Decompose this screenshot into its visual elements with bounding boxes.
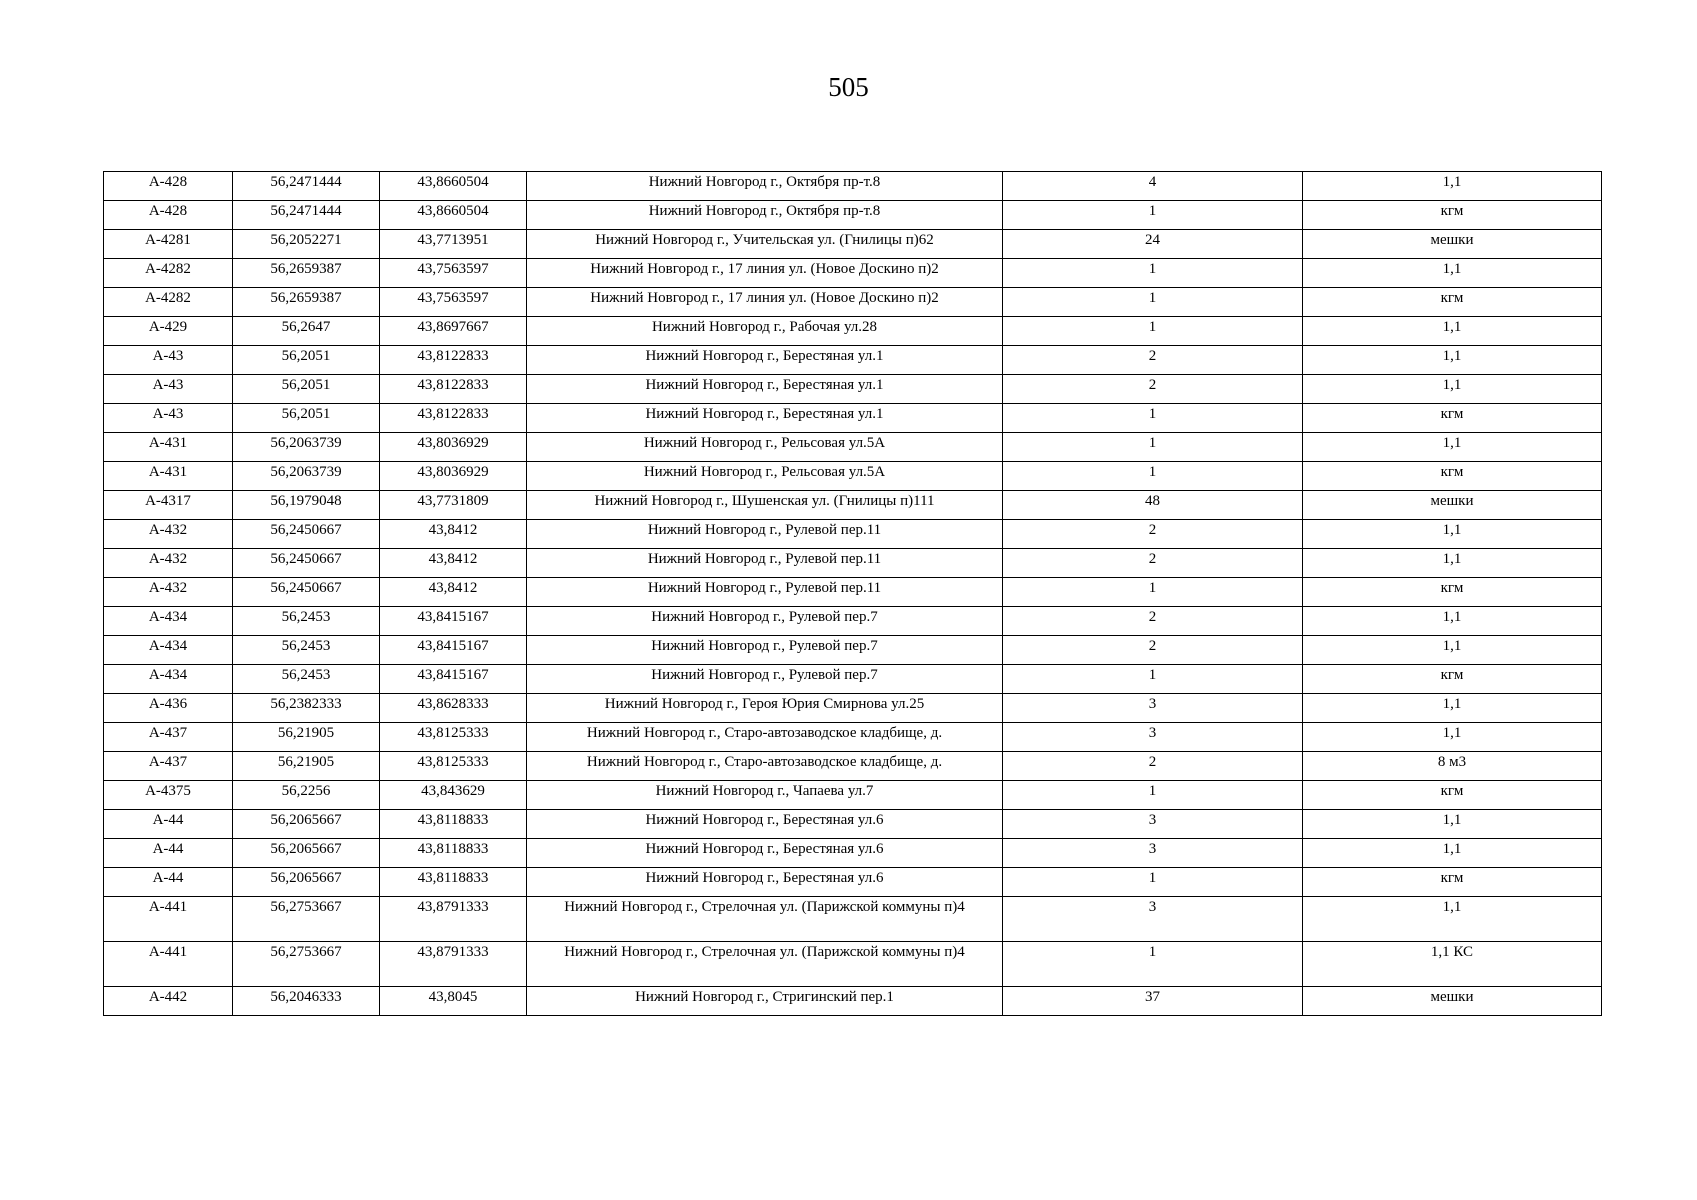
latitude-cell: 56,2065667	[233, 839, 380, 868]
quantity-cell: 1	[1003, 868, 1303, 897]
latitude-cell: 56,2065667	[233, 868, 380, 897]
quantity-cell: 4	[1003, 172, 1303, 201]
site-id-cell: А-434	[104, 665, 233, 694]
quantity-cell: 24	[1003, 230, 1303, 259]
site-id-cell: А-437	[104, 752, 233, 781]
container-type-cell: кгм	[1303, 781, 1602, 810]
address-cell: Нижний Новгород г., Берестяная ул.1	[527, 375, 1003, 404]
site-id-cell: А-432	[104, 549, 233, 578]
longitude-cell: 43,843629	[380, 781, 527, 810]
table-row	[104, 723, 1602, 752]
site-id-cell: А-4282	[104, 259, 233, 288]
latitude-cell: 56,2453	[233, 607, 380, 636]
site-id-cell: А-434	[104, 607, 233, 636]
quantity-cell: 48	[1003, 491, 1303, 520]
site-id-cell: А-4281	[104, 230, 233, 259]
latitude-cell: 56,2659387	[233, 288, 380, 317]
table-row	[104, 172, 1602, 201]
site-id-cell: А-43	[104, 404, 233, 433]
longitude-cell: 43,8045	[380, 987, 527, 1016]
site-id-cell: А-4317	[104, 491, 233, 520]
table-row	[104, 549, 1602, 578]
table-row	[104, 491, 1602, 520]
table-row	[104, 942, 1602, 987]
longitude-cell: 43,8036929	[380, 433, 527, 462]
container-type-cell: 1,1	[1303, 317, 1602, 346]
longitude-cell: 43,8118833	[380, 839, 527, 868]
container-type-cell: 1,1	[1303, 346, 1602, 375]
address-cell: Нижний Новгород г., Берестяная ул.1	[527, 404, 1003, 433]
container-type-cell: кгм	[1303, 288, 1602, 317]
latitude-cell: 56,2659387	[233, 259, 380, 288]
quantity-cell: 3	[1003, 810, 1303, 839]
quantity-cell: 1	[1003, 288, 1303, 317]
container-type-cell: мешки	[1303, 987, 1602, 1016]
quantity-cell: 2	[1003, 375, 1303, 404]
table-body	[104, 172, 1602, 1016]
container-type-cell: кгм	[1303, 665, 1602, 694]
quantity-cell: 3	[1003, 839, 1303, 868]
site-id-cell: А-429	[104, 317, 233, 346]
address-cell: Нижний Новгород г., 17 линия ул. (Новое Доскино п)2	[527, 288, 1003, 317]
table-row	[104, 897, 1602, 942]
address-cell: Нижний Новгород г., Рулевой пер.11	[527, 549, 1003, 578]
quantity-cell: 1	[1003, 404, 1303, 433]
table-row	[104, 636, 1602, 665]
table-row	[104, 520, 1602, 549]
site-id-cell: А-4282	[104, 288, 233, 317]
quantity-cell: 1	[1003, 201, 1303, 230]
quantity-cell: 3	[1003, 723, 1303, 752]
site-id-cell: А-44	[104, 839, 233, 868]
address-cell: Нижний Новгород г., Шушенская ул. (Гнилицы п)111	[527, 491, 1003, 520]
latitude-cell: 56,21905	[233, 752, 380, 781]
table-row	[104, 230, 1602, 259]
site-id-cell: А-442	[104, 987, 233, 1016]
longitude-cell: 43,7731809	[380, 491, 527, 520]
latitude-cell: 56,2753667	[233, 897, 380, 942]
latitude-cell: 56,2051	[233, 404, 380, 433]
address-cell: Нижний Новгород г., Рулевой пер.7	[527, 636, 1003, 665]
container-type-cell: кгм	[1303, 462, 1602, 491]
table-row	[104, 665, 1602, 694]
site-id-cell: А-428	[104, 172, 233, 201]
container-type-cell: 1,1	[1303, 549, 1602, 578]
container-type-cell: 1,1	[1303, 172, 1602, 201]
quantity-cell: 1	[1003, 578, 1303, 607]
table-row	[104, 578, 1602, 607]
latitude-cell: 56,2382333	[233, 694, 380, 723]
longitude-cell: 43,8697667	[380, 317, 527, 346]
page-number: 505	[828, 72, 869, 102]
longitude-cell: 43,8412	[380, 549, 527, 578]
address-cell: Нижний Новгород г., Старо-автозаводское кладбище, д.	[527, 752, 1003, 781]
address-cell: Нижний Новгород г., Берестяная ул.6	[527, 868, 1003, 897]
quantity-cell: 37	[1003, 987, 1303, 1016]
container-type-cell: 1,1	[1303, 636, 1602, 665]
longitude-cell: 43,8122833	[380, 375, 527, 404]
quantity-cell: 2	[1003, 607, 1303, 636]
quantity-cell: 2	[1003, 346, 1303, 375]
table-row	[104, 288, 1602, 317]
site-id-cell: А-432	[104, 578, 233, 607]
address-cell: Нижний Новгород г., Рельсовая ул.5А	[527, 462, 1003, 491]
address-cell: Нижний Новгород г., Берестяная ул.6	[527, 810, 1003, 839]
longitude-cell: 43,7713951	[380, 230, 527, 259]
table-row	[104, 259, 1602, 288]
longitude-cell: 43,8791333	[380, 942, 527, 987]
table-row	[104, 462, 1602, 491]
latitude-cell: 56,2051	[233, 375, 380, 404]
latitude-cell: 56,2450667	[233, 549, 380, 578]
quantity-cell: 3	[1003, 694, 1303, 723]
address-cell: Нижний Новгород г., Чапаева ул.7	[527, 781, 1003, 810]
site-id-cell: А-437	[104, 723, 233, 752]
address-cell: Нижний Новгород г., Рабочая ул.28	[527, 317, 1003, 346]
container-type-cell: 8 м3	[1303, 752, 1602, 781]
latitude-cell: 56,2450667	[233, 578, 380, 607]
table-row	[104, 607, 1602, 636]
longitude-cell: 43,7563597	[380, 288, 527, 317]
quantity-cell: 1	[1003, 462, 1303, 491]
site-id-cell: А-43	[104, 346, 233, 375]
table-row	[104, 346, 1602, 375]
table-row	[104, 752, 1602, 781]
container-type-cell: кгм	[1303, 868, 1602, 897]
container-type-cell: мешки	[1303, 230, 1602, 259]
address-cell: Нижний Новгород г., Берестяная ул.6	[527, 839, 1003, 868]
quantity-cell: 1	[1003, 317, 1303, 346]
address-cell: Нижний Новгород г., Героя Юрия Смирнова ул.25	[527, 694, 1003, 723]
address-cell: Нижний Новгород г., Стригинский пер.1	[527, 987, 1003, 1016]
quantity-cell: 1	[1003, 942, 1303, 987]
container-type-cell: 1,1	[1303, 694, 1602, 723]
latitude-cell: 56,21905	[233, 723, 380, 752]
longitude-cell: 43,8660504	[380, 201, 527, 230]
longitude-cell: 43,8118833	[380, 810, 527, 839]
site-id-cell: А-434	[104, 636, 233, 665]
latitude-cell: 56,2450667	[233, 520, 380, 549]
longitude-cell: 43,8415167	[380, 665, 527, 694]
quantity-cell: 2	[1003, 549, 1303, 578]
latitude-cell: 56,2052271	[233, 230, 380, 259]
latitude-cell: 56,2753667	[233, 942, 380, 987]
site-id-cell: А-436	[104, 694, 233, 723]
table-row	[104, 433, 1602, 462]
longitude-cell: 43,8412	[380, 520, 527, 549]
container-type-cell: кгм	[1303, 404, 1602, 433]
table-row	[104, 868, 1602, 897]
address-cell: Нижний Новгород г., Старо-автозаводское кладбище, д.	[527, 723, 1003, 752]
address-cell: Нижний Новгород г., 17 линия ул. (Новое Доскино п)2	[527, 259, 1003, 288]
table-row	[104, 694, 1602, 723]
table-row	[104, 404, 1602, 433]
latitude-cell: 56,2051	[233, 346, 380, 375]
table-row	[104, 839, 1602, 868]
latitude-cell: 56,2647	[233, 317, 380, 346]
longitude-cell: 43,8412	[380, 578, 527, 607]
longitude-cell: 43,8125333	[380, 752, 527, 781]
table-row	[104, 201, 1602, 230]
longitude-cell: 43,8628333	[380, 694, 527, 723]
latitude-cell: 56,1979048	[233, 491, 380, 520]
table-row	[104, 810, 1602, 839]
table-row	[104, 317, 1602, 346]
table-row	[104, 375, 1602, 404]
quantity-cell: 2	[1003, 520, 1303, 549]
container-type-cell: кгм	[1303, 578, 1602, 607]
latitude-cell: 56,2471444	[233, 172, 380, 201]
longitude-cell: 43,8125333	[380, 723, 527, 752]
quantity-cell: 3	[1003, 897, 1303, 942]
quantity-cell: 1	[1003, 433, 1303, 462]
address-cell: Нижний Новгород г., Рулевой пер.11	[527, 578, 1003, 607]
longitude-cell: 43,8122833	[380, 346, 527, 375]
latitude-cell: 56,2453	[233, 636, 380, 665]
address-cell: Нижний Новгород г., Рулевой пер.7	[527, 665, 1003, 694]
address-cell: Нижний Новгород г., Стрелочная ул. (Парижской коммуны п)4	[527, 897, 1003, 942]
quantity-cell: 2	[1003, 752, 1303, 781]
longitude-cell: 43,8036929	[380, 462, 527, 491]
site-id-cell: А-4375	[104, 781, 233, 810]
address-cell: Нижний Новгород г., Октября пр-т.8	[527, 201, 1003, 230]
site-id-cell: А-428	[104, 201, 233, 230]
container-type-cell: 1,1	[1303, 723, 1602, 752]
container-type-cell: 1,1	[1303, 520, 1602, 549]
address-cell: Нижний Новгород г., Берестяная ул.1	[527, 346, 1003, 375]
latitude-cell: 56,2046333	[233, 987, 380, 1016]
latitude-cell: 56,2063739	[233, 433, 380, 462]
quantity-cell: 1	[1003, 665, 1303, 694]
container-type-cell: мешки	[1303, 491, 1602, 520]
container-type-cell: 1,1	[1303, 897, 1602, 942]
longitude-cell: 43,8415167	[380, 636, 527, 665]
site-id-cell: А-431	[104, 433, 233, 462]
longitude-cell: 43,8791333	[380, 897, 527, 942]
site-id-cell: А-44	[104, 810, 233, 839]
site-id-cell: А-43	[104, 375, 233, 404]
container-type-cell: 1,1 КС	[1303, 942, 1602, 987]
site-id-cell: А-441	[104, 942, 233, 987]
table-row	[104, 781, 1602, 810]
quantity-cell: 1	[1003, 259, 1303, 288]
address-cell: Нижний Новгород г., Рулевой пер.11	[527, 520, 1003, 549]
latitude-cell: 56,2256	[233, 781, 380, 810]
container-type-cell: 1,1	[1303, 433, 1602, 462]
container-type-cell: 1,1	[1303, 607, 1602, 636]
quantity-cell: 1	[1003, 781, 1303, 810]
latitude-cell: 56,2453	[233, 665, 380, 694]
site-id-cell: А-431	[104, 462, 233, 491]
site-id-cell: А-432	[104, 520, 233, 549]
address-cell: Нижний Новгород г., Учительская ул. (Гнилицы п)62	[527, 230, 1003, 259]
site-id-cell: А-441	[104, 897, 233, 942]
site-id-cell: А-44	[104, 868, 233, 897]
container-type-cell: 1,1	[1303, 375, 1602, 404]
address-cell: Нижний Новгород г., Рельсовая ул.5А	[527, 433, 1003, 462]
longitude-cell: 43,8415167	[380, 607, 527, 636]
address-cell: Нижний Новгород г., Рулевой пер.7	[527, 607, 1003, 636]
longitude-cell: 43,8660504	[380, 172, 527, 201]
latitude-cell: 56,2063739	[233, 462, 380, 491]
longitude-cell: 43,8122833	[380, 404, 527, 433]
container-type-cell: 1,1	[1303, 810, 1602, 839]
container-sites-table	[103, 171, 1602, 1016]
latitude-cell: 56,2471444	[233, 201, 380, 230]
quantity-cell: 2	[1003, 636, 1303, 665]
longitude-cell: 43,8118833	[380, 868, 527, 897]
container-type-cell: кгм	[1303, 201, 1602, 230]
latitude-cell: 56,2065667	[233, 810, 380, 839]
address-cell: Нижний Новгород г., Октября пр-т.8	[527, 172, 1003, 201]
container-type-cell: 1,1	[1303, 839, 1602, 868]
longitude-cell: 43,7563597	[380, 259, 527, 288]
address-cell: Нижний Новгород г., Стрелочная ул. (Парижской коммуны п)4	[527, 942, 1003, 987]
table-row	[104, 987, 1602, 1016]
container-type-cell: 1,1	[1303, 259, 1602, 288]
